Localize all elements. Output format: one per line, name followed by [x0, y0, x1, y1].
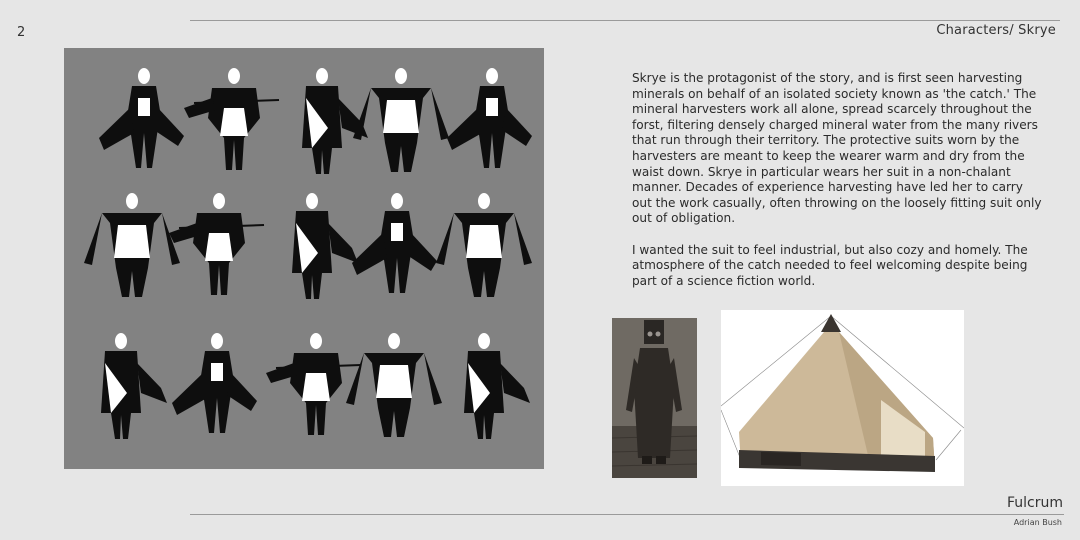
silhouette-1 — [99, 68, 184, 168]
page-number: 2 — [17, 25, 26, 40]
silhouette-5 — [447, 68, 532, 168]
silhouette-6 — [84, 193, 180, 297]
silhouette-8 — [292, 193, 358, 299]
silhouette-3 — [302, 68, 368, 174]
header-rule — [190, 20, 1060, 21]
reference-photo-protective-suit — [612, 318, 697, 478]
silhouette-14 — [346, 333, 442, 437]
reference-photo-bell-tent — [721, 310, 964, 486]
footer-title: Fulcrum — [1006, 495, 1063, 511]
silhouette-11 — [101, 333, 167, 439]
silhouette-4 — [353, 68, 449, 172]
silhouette-9 — [352, 193, 437, 293]
footer-rule — [190, 514, 1064, 515]
silhouette-15 — [464, 333, 530, 439]
silhouette-13 — [266, 333, 361, 435]
description-paragraph-2: I wanted the suit to feel industrial, but also cozy and homely. The atmosphere of the catch needed to feel welcoming despite being part of a science fiction world. — [632, 242, 1028, 288]
character-description — [632, 71, 1042, 289]
description-paragraph-1: Skrye is the protagonist of the story, and is first seen harvesting minerals on behalf of an isolated society known as 'the catch.' The mineral harvesters work all alone, spread scarcely throughout the forst, filtering densely charged mineral water from the many rivers that run through their territory. The protective suits worn by the harvesters are meant to keep the wearer warm and dry from the waist down. Skrye in particular wears her suit in a non-chalant manner. Decades of experience harvesting have led her to carry out the work casually, often throwing on the loosely fitting suit only out of obligation. — [632, 71, 1042, 226]
silhouette-7 — [169, 193, 264, 295]
silhouette-10 — [436, 193, 532, 297]
footer-author: Adrian Bush — [1013, 518, 1062, 527]
silhouette-2 — [184, 68, 279, 170]
character-silhouette-sheet — [64, 48, 544, 469]
silhouette-12 — [172, 333, 257, 433]
section-title: Characters/ Skrye — [936, 23, 1056, 38]
